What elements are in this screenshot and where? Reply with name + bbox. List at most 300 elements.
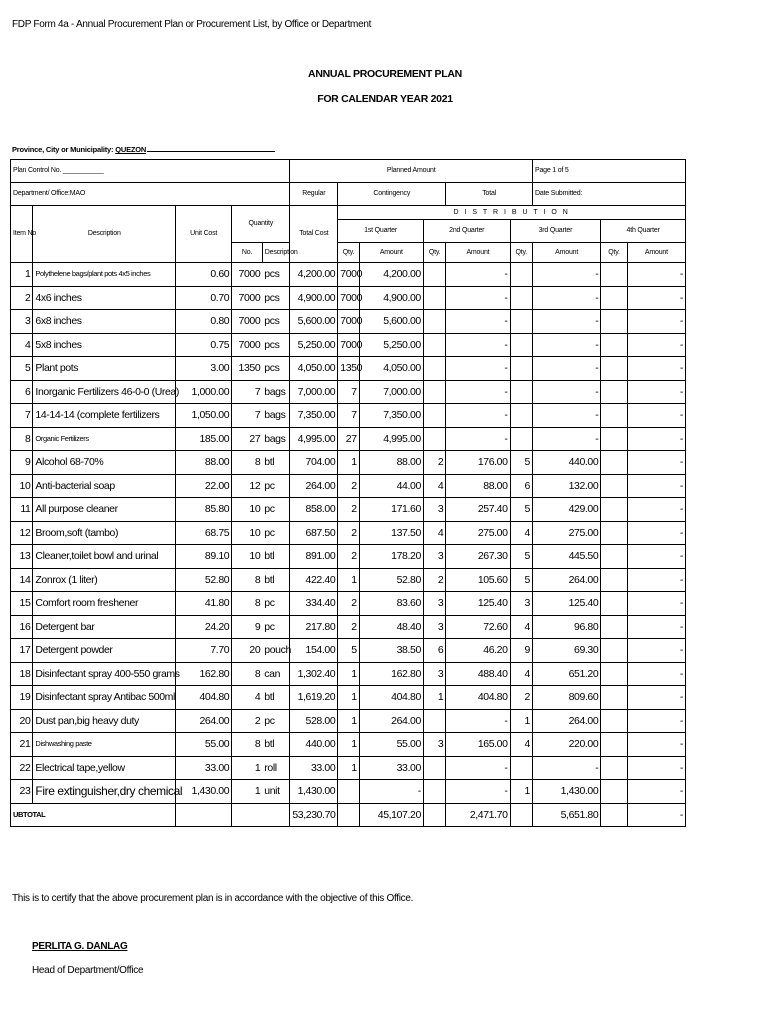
q1-amount: 83.60 (359, 592, 423, 616)
item-description: 4x6 inches (33, 286, 176, 310)
table-row (11, 639, 686, 663)
q2-amount: - (446, 333, 510, 357)
q3-amount: - (533, 310, 601, 334)
table-row (11, 427, 686, 451)
item-no-header: Item No (11, 206, 33, 263)
quantity-unit: btl (262, 451, 290, 475)
q3-amount: 1,430.00 (533, 780, 601, 804)
item-description: Disinfectant spray 400-550 grams (33, 662, 176, 686)
quantity-no: 10 (232, 521, 263, 545)
planned-amount-header: Planned Amount (290, 160, 533, 183)
q3-amount: 445.50 (533, 545, 601, 569)
q3-qty: 4 (510, 733, 532, 757)
q4-amount: - (627, 780, 685, 804)
unit-cost: 1,430.00 (176, 780, 232, 804)
quantity-unit: pcs (262, 333, 290, 357)
q1-header: 1st Quarter (338, 220, 424, 243)
q1-qty: 1 (338, 451, 359, 475)
q3-qty: 5 (510, 451, 532, 475)
q2-header: 2nd Quarter (423, 220, 510, 243)
subtotal-label: UBTOTAL (11, 803, 33, 827)
unit-cost: 7.70 (176, 639, 232, 663)
q2-qty-header: Qty. (423, 243, 445, 263)
q4-amount: - (627, 592, 685, 616)
table-row (11, 545, 686, 569)
item-no: 18 (11, 662, 33, 686)
quantity-no: 7 (232, 380, 263, 404)
subtotal-blank (338, 803, 359, 827)
province-fill-line (147, 151, 275, 152)
q3-qty (510, 310, 532, 334)
quantity-no: 7000 (232, 286, 263, 310)
unit-cost: 55.00 (176, 733, 232, 757)
q3-amount: 429.00 (533, 498, 601, 522)
item-no: 12 (11, 521, 33, 545)
total-cost: 7,350.00 (290, 404, 338, 428)
item-description: 14-14-14 (complete fertilizers (33, 404, 176, 428)
quantity-no: 9 (232, 615, 263, 639)
table-row (11, 451, 686, 475)
total-cost: 4,200.00 (290, 263, 338, 287)
quantity-no: 8 (232, 592, 263, 616)
quantity-unit: pc (262, 474, 290, 498)
quantity-no: 8 (232, 451, 263, 475)
subtotal-q4-amount: - (627, 803, 685, 827)
item-no: 9 (11, 451, 33, 475)
unit-cost: 68.75 (176, 521, 232, 545)
q4-qty (601, 733, 628, 757)
q3-amount: 69.30 (533, 639, 601, 663)
unit-cost: 88.00 (176, 451, 232, 475)
q2-amount: - (446, 404, 510, 428)
unit-cost: 89.10 (176, 545, 232, 569)
table-row (11, 756, 686, 780)
q1-amount: 4,200.00 (359, 263, 423, 287)
q3-qty: 1 (510, 780, 532, 804)
q3-amount: - (533, 357, 601, 381)
q1-amount: 4,900.00 (359, 286, 423, 310)
q1-qty: 2 (338, 545, 359, 569)
q2-qty: 3 (423, 498, 445, 522)
province-value: QUEZON (115, 145, 147, 154)
q4-amount: - (627, 427, 685, 451)
item-description: Comfort room freshener (33, 592, 176, 616)
q2-amount: 165.00 (446, 733, 510, 757)
unit-cost: 24.20 (176, 615, 232, 639)
total-cost: 1,430.00 (290, 780, 338, 804)
q1-amount: 178.20 (359, 545, 423, 569)
unit-cost: 85.80 (176, 498, 232, 522)
q4-amount: - (627, 662, 685, 686)
table-row (11, 780, 686, 804)
quantity-no: 7000 (232, 333, 263, 357)
q1-amount: 162.80 (359, 662, 423, 686)
q1-qty: 2 (338, 521, 359, 545)
unit-cost: 0.70 (176, 286, 232, 310)
q3-qty (510, 404, 532, 428)
q2-qty (423, 780, 445, 804)
q2-qty (423, 310, 445, 334)
q2-qty: 3 (423, 545, 445, 569)
q2-qty: 3 (423, 615, 445, 639)
quantity-no: 10 (232, 498, 263, 522)
quantity-unit: roll (262, 756, 290, 780)
q4-qty (601, 474, 628, 498)
q2-qty (423, 427, 445, 451)
q3-amount: 440.00 (533, 451, 601, 475)
subtotal-blank (423, 803, 445, 827)
item-no: 22 (11, 756, 33, 780)
table-row (11, 333, 686, 357)
unit-cost: 3.00 (176, 357, 232, 381)
page-number: Page 1 of 5 (533, 160, 686, 183)
q4-amount: - (627, 286, 685, 310)
q1-qty: 7 (338, 380, 359, 404)
subtotal-blank (510, 803, 532, 827)
q2-amount: 176.00 (446, 451, 510, 475)
unit-cost: 33.00 (176, 756, 232, 780)
q4-amount: - (627, 498, 685, 522)
q2-amount: 125.40 (446, 592, 510, 616)
table-row (11, 380, 686, 404)
quantity-no: 8 (232, 568, 263, 592)
unit-cost: 22.00 (176, 474, 232, 498)
table-row (11, 357, 686, 381)
quantity-no: 7 (232, 404, 263, 428)
q2-amount: 488.40 (446, 662, 510, 686)
quantity-no: 8 (232, 733, 263, 757)
q3-amount: - (533, 404, 601, 428)
q4-qty (601, 310, 628, 334)
table-row (11, 733, 686, 757)
q3-qty: 5 (510, 568, 532, 592)
q2-amount: - (446, 357, 510, 381)
quantity-unit: btl (262, 568, 290, 592)
q2-qty: 2 (423, 451, 445, 475)
q3-qty: 5 (510, 498, 532, 522)
item-no: 10 (11, 474, 33, 498)
q4-amount: - (627, 474, 685, 498)
q2-amount: 257.40 (446, 498, 510, 522)
q4-amount-header: Amount (627, 243, 685, 263)
total-cost: 858.00 (290, 498, 338, 522)
item-no: 7 (11, 404, 33, 428)
q1-amount: 137.50 (359, 521, 423, 545)
quantity-no: 7000 (232, 263, 263, 287)
unit-cost: 264.00 (176, 709, 232, 733)
q2-qty (423, 756, 445, 780)
quantity-unit: pcs (262, 310, 290, 334)
q4-amount: - (627, 709, 685, 733)
quantity-no: 4 (232, 686, 263, 710)
q4-qty (601, 521, 628, 545)
subtotal-blank (262, 803, 290, 827)
q3-qty: 4 (510, 615, 532, 639)
quantity-unit: pc (262, 592, 290, 616)
distribution-header: D I S T R I B U T I O N (338, 206, 686, 220)
contingency-header: Contingency (338, 183, 446, 206)
item-no: 19 (11, 686, 33, 710)
item-description: 5x8 inches (33, 333, 176, 357)
item-no: 11 (11, 498, 33, 522)
total-cost: 528.00 (290, 709, 338, 733)
total-cost: 5,250.00 (290, 333, 338, 357)
item-description: 6x8 inches (33, 310, 176, 334)
q2-amount: 404.80 (446, 686, 510, 710)
page-subtitle: FOR CALENDAR YEAR 2021 (317, 93, 453, 105)
item-description: Broom,soft (tambo) (33, 521, 176, 545)
header-row-2 (11, 183, 686, 206)
table-row (11, 568, 686, 592)
q3-amount: 125.40 (533, 592, 601, 616)
q1-qty: 1 (338, 709, 359, 733)
q1-qty: 1 (338, 662, 359, 686)
q2-amount: 46.20 (446, 639, 510, 663)
q3-amount: 264.00 (533, 568, 601, 592)
q1-amount: 4,050.00 (359, 357, 423, 381)
item-no: 23 (11, 780, 33, 804)
q4-qty (601, 427, 628, 451)
q4-header: 4th Quarter (601, 220, 686, 243)
q2-amount-header: Amount (446, 243, 510, 263)
quantity-no: 1 (232, 780, 263, 804)
department-cell: Department/ Office:MAO (11, 183, 290, 206)
quantity-unit: bags (262, 380, 290, 404)
q4-qty (601, 545, 628, 569)
item-description: Cleaner,toilet bowl and urinal (33, 545, 176, 569)
subtotal-blank (601, 803, 628, 827)
q2-qty: 4 (423, 521, 445, 545)
q3-amount: 132.00 (533, 474, 601, 498)
q3-qty (510, 427, 532, 451)
q4-amount: - (627, 451, 685, 475)
q4-amount: - (627, 263, 685, 287)
q4-qty (601, 286, 628, 310)
quantity-header: Quantity (232, 206, 290, 243)
q3-amount: 275.00 (533, 521, 601, 545)
q1-qty: 2 (338, 615, 359, 639)
q4-qty-header: Qty. (601, 243, 628, 263)
table-row (11, 286, 686, 310)
q4-amount: - (627, 733, 685, 757)
q4-qty (601, 357, 628, 381)
item-no: 2 (11, 286, 33, 310)
header-row-3 (11, 206, 686, 220)
q2-qty: 4 (423, 474, 445, 498)
q4-qty (601, 404, 628, 428)
total-cost: 1,302.40 (290, 662, 338, 686)
total-cost-header: Total Cost (290, 206, 338, 263)
quantity-no: 27 (232, 427, 263, 451)
q2-qty (423, 380, 445, 404)
q4-qty (601, 380, 628, 404)
unit-cost: 41.80 (176, 592, 232, 616)
q4-qty (601, 592, 628, 616)
q3-amount: - (533, 380, 601, 404)
q3-amount: - (533, 263, 601, 287)
q2-amount: - (446, 380, 510, 404)
table-row (11, 263, 686, 287)
q1-amount: 5,250.00 (359, 333, 423, 357)
q3-amount: - (533, 333, 601, 357)
quantity-unit: unit (262, 780, 290, 804)
q3-qty (510, 333, 532, 357)
total-cost: 7,000.00 (290, 380, 338, 404)
total-cost: 334.40 (290, 592, 338, 616)
q3-qty: 5 (510, 545, 532, 569)
page-title: ANNUAL PROCUREMENT PLAN (308, 68, 462, 80)
q4-qty (601, 639, 628, 663)
q1-qty: 7000 (338, 310, 359, 334)
q4-amount: - (627, 686, 685, 710)
q2-amount: 88.00 (446, 474, 510, 498)
q2-amount: - (446, 756, 510, 780)
q1-qty: 2 (338, 592, 359, 616)
item-description: Fire extinguisher,dry chemical (33, 780, 176, 804)
item-description: Alcohol 68-70% (33, 451, 176, 475)
quantity-no: 8 (232, 662, 263, 686)
q3-qty: 9 (510, 639, 532, 663)
q1-qty-header: Qty. (338, 243, 359, 263)
header-row-1 (11, 160, 686, 183)
province-label: Province, City or Municipality: (12, 145, 114, 154)
q3-amount: 96.80 (533, 615, 601, 639)
q1-qty: 1350 (338, 357, 359, 381)
quantity-unit: pc (262, 521, 290, 545)
procurement-table (10, 159, 686, 827)
q3-amount: - (533, 286, 601, 310)
q2-amount: 105.60 (446, 568, 510, 592)
q4-qty (601, 756, 628, 780)
q3-qty (510, 357, 532, 381)
subtotal-row (11, 803, 686, 827)
total-cost: 704.00 (290, 451, 338, 475)
q2-qty: 3 (423, 592, 445, 616)
total-cost: 33.00 (290, 756, 338, 780)
q2-qty (423, 286, 445, 310)
province-line (12, 145, 275, 154)
qty-desc-header: Description (262, 243, 290, 263)
q1-amount: 5,600.00 (359, 310, 423, 334)
table-row (11, 474, 686, 498)
unit-cost: 1,000.00 (176, 380, 232, 404)
item-description: Detergent bar (33, 615, 176, 639)
q2-amount: - (446, 780, 510, 804)
table-row (11, 615, 686, 639)
q3-qty: 3 (510, 592, 532, 616)
q1-qty: 5 (338, 639, 359, 663)
q1-amount: 264.00 (359, 709, 423, 733)
q4-qty (601, 686, 628, 710)
q3-amount: - (533, 427, 601, 451)
description-header: Description (33, 206, 176, 263)
quantity-unit: btl (262, 545, 290, 569)
table-row (11, 310, 686, 334)
q2-amount: - (446, 263, 510, 287)
unit-cost-header: Unit Cost (176, 206, 232, 263)
q3-amount: 220.00 (533, 733, 601, 757)
item-no: 1 (11, 263, 33, 287)
q1-qty: 1 (338, 756, 359, 780)
q4-amount: - (627, 521, 685, 545)
q3-qty: 1 (510, 709, 532, 733)
quantity-unit: pcs (262, 286, 290, 310)
q2-amount: 275.00 (446, 521, 510, 545)
q1-amount: 7,350.00 (359, 404, 423, 428)
q4-qty (601, 498, 628, 522)
item-description: Dishwashing paste (33, 733, 176, 757)
q1-amount: 33.00 (359, 756, 423, 780)
table-row (11, 521, 686, 545)
quantity-unit: pc (262, 615, 290, 639)
item-description: Dust pan,big heavy duty (33, 709, 176, 733)
q1-amount: 38.50 (359, 639, 423, 663)
total-cost: 422.40 (290, 568, 338, 592)
unit-cost: 1,050.00 (176, 404, 232, 428)
q1-amount: 88.00 (359, 451, 423, 475)
total-cost: 5,600.00 (290, 310, 338, 334)
unit-cost: 0.75 (176, 333, 232, 357)
item-no: 16 (11, 615, 33, 639)
total-cost: 1,619.20 (290, 686, 338, 710)
total-cost: 891.00 (290, 545, 338, 569)
q1-amount: 404.80 (359, 686, 423, 710)
item-no: 6 (11, 380, 33, 404)
q3-amount: 651.20 (533, 662, 601, 686)
form-title: FDP Form 4a - Annual Procurement Plan or Procurement List, by Office or Department (12, 19, 372, 30)
total-cost: 687.50 (290, 521, 338, 545)
q4-qty (601, 451, 628, 475)
subtotal-total: 53,230.70 (290, 803, 338, 827)
q1-qty: 1 (338, 568, 359, 592)
item-description: Inorganic Fertilizers 46-0-0 (Urea) (33, 380, 176, 404)
q4-amount: - (627, 545, 685, 569)
q2-qty (423, 333, 445, 357)
item-description: All purpose cleaner (33, 498, 176, 522)
q3-qty: 2 (510, 686, 532, 710)
item-description: Electrical tape,yellow (33, 756, 176, 780)
unit-cost: 0.60 (176, 263, 232, 287)
subtotal-blank (176, 803, 232, 827)
q3-qty (510, 263, 532, 287)
signer-title: Head of Department/Office (32, 965, 144, 976)
q4-amount: - (627, 615, 685, 639)
total-cost: 217.80 (290, 615, 338, 639)
total-cost: 4,050.00 (290, 357, 338, 381)
unit-cost: 185.00 (176, 427, 232, 451)
q3-qty (510, 286, 532, 310)
table-row (11, 592, 686, 616)
q2-amount: 267.30 (446, 545, 510, 569)
q3-amount: - (533, 756, 601, 780)
q4-qty (601, 333, 628, 357)
item-no: 15 (11, 592, 33, 616)
qty-no-header: No. (232, 243, 263, 263)
quantity-no: 1350 (232, 357, 263, 381)
item-no: 14 (11, 568, 33, 592)
subtotal-q1-amount: 45,107.20 (359, 803, 423, 827)
q2-amount: - (446, 427, 510, 451)
subtotal-blank (33, 803, 176, 827)
q1-amount: 52.80 (359, 568, 423, 592)
total-header: Total (446, 183, 533, 206)
q4-qty (601, 709, 628, 733)
q1-qty: 1 (338, 686, 359, 710)
subtotal-blank (232, 803, 263, 827)
q1-amount: 171.60 (359, 498, 423, 522)
table-row (11, 498, 686, 522)
q4-qty (601, 662, 628, 686)
